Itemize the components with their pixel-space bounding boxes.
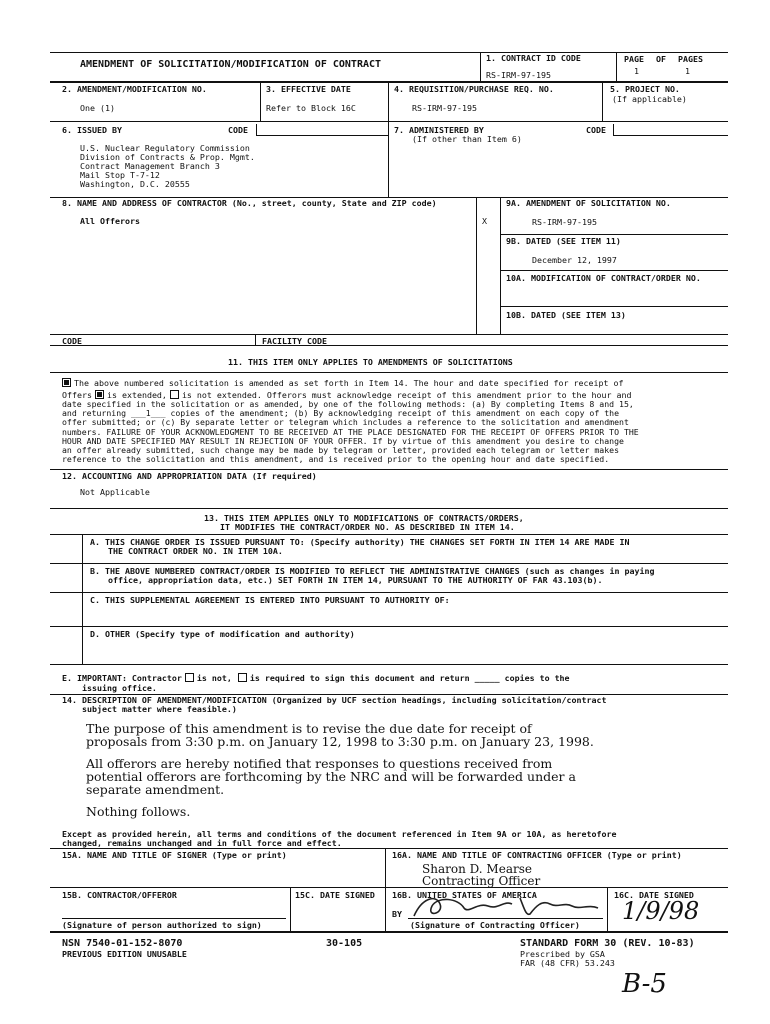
block8-label: 8. NAME AND ADDRESS OF CONTRACTOR (No., street, county, State and ZIP code) (62, 198, 437, 208)
block2-value: One (1) (80, 103, 115, 113)
block13-heading-1: 13. THIS ITEM APPLIES ONLY TO MODIFICATIONS OF CONTRACTS/ORDERS, (204, 513, 524, 523)
block7-label: 7. ADMINISTERED BY (394, 125, 484, 135)
block11-heading: 11. THIS ITEM ONLY APPLIES TO AMENDMENTS OF SOLICITATIONS (228, 357, 513, 367)
footer-sf: STANDARD FORM 30 (REV. 10-83) (520, 938, 695, 949)
offers-not-extended-checkbox[interactable] (170, 390, 179, 399)
form-title: AMENDMENT OF SOLICITATION/MODIFICATION OF CONTRACT (80, 59, 382, 70)
contract-id-label: 1. CONTRACT ID CODE (486, 53, 581, 63)
block9b-label: 9B. DATED (SEE ITEM 11) (506, 236, 621, 246)
block8-facility-label: FACILITY CODE (262, 336, 327, 346)
pages-label: PAGES (678, 54, 703, 64)
block7-code-label: CODE (586, 125, 606, 135)
block13-heading-2: IT MODIFIES THE CONTRACT/ORDER NO. AS DESCRIBED IN ITEM 14. (220, 522, 515, 532)
block-e-issuing: issuing office. (82, 683, 157, 693)
block13-a-1: A. THIS CHANGE ORDER IS ISSUED PURSUANT TO: (Specify authority) THE CHANGES SET FORTH IN ITEM 14 ARE MADE IN (90, 537, 630, 547)
date-signed-value: 1/9/98 (622, 897, 700, 925)
of-label: OF (656, 54, 666, 64)
description-para-2-line-2: potential offerors are forthcoming by the NRC and will be forwarded under a (86, 769, 576, 784)
block9a-mark: X (482, 216, 487, 226)
page-value: 1 (634, 66, 639, 76)
issued-by-line-2: Division of Contracts & Prop. Mgmt. (80, 152, 255, 162)
contract-id-value: RS-IRM-97-195 (486, 70, 551, 80)
footer-prev: PREVIOUS EDITION UNUSABLE (62, 949, 187, 959)
block8-code-label: CODE (62, 336, 82, 346)
contracting-officer-signature (408, 892, 608, 920)
block6-code-label: CODE (228, 125, 248, 135)
block14-label-1: 14. DESCRIPTION OF AMENDMENT/MODIFICATION (Organized by UCF section headings, including solicitation/contract (62, 695, 607, 705)
block13-b-2: office, appropriation data, etc.) SET FORTH IN ITEM 14, PURSUANT TO THE AUTHORITY OF FAR 43.103(b). (108, 575, 603, 585)
issued-by-line-1: U.S. Nuclear Regulatory Commission (80, 143, 250, 153)
block12-value: Not Applicable (80, 487, 150, 497)
handwritten-page-mark: B-5 (622, 969, 667, 999)
issued-by-line-4: Mail Stop T-7-12 (80, 170, 160, 180)
closing-line-2: changed, remains unchanged and in full force and effect. (62, 838, 342, 848)
contractor-required-checkbox[interactable] (238, 673, 247, 682)
block11-line-1: The above numbered solicitation is amended as set forth in Item 14. The hour and date specified for receipt of (62, 378, 623, 388)
issued-by-line-3: Contract Management Branch 3 (80, 161, 220, 171)
block13-d: D. OTHER (Specify type of modification and authority) (90, 629, 355, 639)
block16a-label: 16A. NAME AND TITLE OF CONTRACTING OFFICER (Type or print) (392, 850, 682, 860)
block14-label-2: subject matter where feasible.) (82, 704, 237, 714)
description-para-1-line-2: proposals from 3:30 p.m. on January 12, 1998 to 3:30 p.m. on January 23, 1998. (86, 734, 594, 749)
block13-c: C. THIS SUPPLEMENTAL AGREEMENT IS ENTERED INTO PURSUANT TO AUTHORITY OF: (90, 595, 450, 605)
page-label: PAGE (624, 54, 644, 64)
block2-label: 2. AMENDMENT/MODIFICATION NO. (62, 84, 207, 94)
block4-label: 4. REQUISITION/PURCHASE REQ. NO. (394, 84, 554, 94)
footer-far: FAR (48 CFR) 53.243 (520, 958, 615, 968)
offers-extended-checkbox[interactable] (95, 390, 104, 399)
block9a-value: RS-IRM-97-195 (532, 217, 597, 227)
block6-label: 6. ISSUED BY (62, 125, 122, 135)
description-para-2-line-1: All offerors are hereby notified that responses to questions received from (86, 756, 553, 771)
issued-by-line-5: Washington, D.C. 20555 (80, 179, 190, 189)
block11-body: date specified in the solicitation or as amended, by one of the following methods: (a) By completing Items 8 and 15, and returning ___1___ copies of the amendment; (b) By acknowledging receipt of this amendment on each copy of the offer submitted; or (c) By separate letter or telegram which includes a reference to the solicitation and amendment numbers. FAILURE OF YOUR ACKNOWLEDGMENT TO BE RECEIVED AT THE PLACE DESIGNATED FOR THE RECEIPT OF OFFERS PRIOR TO THE HOUR AND DATE SPECIFIED MAY RESULT IN REJECTION OF YOUR OFFER. If by virtue of this amendment you desire to change an offer already submitted, such change may be made by telegram or letter, provided each telegram or letter makes reference to the solicitation and this amendment, and is received prior to the opening hour and date specified. (62, 399, 639, 465)
block10b-label: 10B. DATED (SEE ITEM 13) (506, 310, 626, 320)
description-para-3: Nothing follows. (86, 804, 191, 819)
contracting-officer-title: Contracting Officer (422, 874, 541, 888)
block11-line-2: Offers is extended, is not extended. Offerors must acknowledge receipt of this amendment prior to the hour and (62, 390, 632, 400)
block15a-label: 15A. NAME AND TITLE OF SIGNER (Type or print) (62, 850, 287, 860)
description-para-2-line-3: separate amendment. (86, 782, 225, 797)
block10a-label: 10A. MODIFICATION OF CONTRACT/ORDER NO. (506, 273, 701, 283)
block13-b-1: B. THE ABOVE NUMBERED CONTRACT/ORDER IS MODIFIED TO REFLECT THE ADMINISTRATIVE CHANGES (such as changes in paying (90, 566, 655, 576)
closing-line-1: Except as provided herein, all terms and conditions of the document referenced in Item 9A or 10A, as heretofore (62, 829, 617, 839)
block9a-label: 9A. AMENDMENT OF SOLICITATION NO. (506, 198, 671, 208)
block16b-by: BY (392, 909, 402, 919)
block15b-label: 15B. CONTRACTOR/OFFEROR (62, 890, 177, 900)
block5-label: 5. PROJECT NO. (610, 84, 680, 94)
block16c-label: 16C. DATE SIGNED (614, 890, 694, 900)
block15c-label: 15C. DATE SIGNED (295, 890, 375, 900)
block8-value: All Offerors (80, 216, 140, 226)
block3-value: Refer to Block 16C (266, 103, 356, 113)
footer-num: 30-105 (326, 938, 363, 949)
block16b-label: 16B. UNITED STATES OF AMERICA (392, 890, 537, 900)
block7-sub: (If other than Item 6) (412, 134, 522, 144)
block15b-sig-label: (Signature of person authorized to sign) (62, 920, 262, 930)
block9b-value: December 12, 1997 (532, 255, 617, 265)
block5-sub: (If applicable) (612, 94, 687, 104)
contractor-not-required-checkbox[interactable] (185, 673, 194, 682)
block13-a-2: THE CONTRACT ORDER NO. IN ITEM 10A. (108, 546, 283, 556)
block12-label: 12. ACCOUNTING AND APPROPRIATION DATA (If required) (62, 471, 317, 481)
description-para-1-line-1: The purpose of this amendment is to revise the due date for receipt of (86, 721, 532, 736)
block16b-sig-label: (Signature of Contracting Officer) (410, 920, 580, 930)
footer-gsa: Prescribed by GSA (520, 949, 605, 959)
block4-value: RS-IRM-97-195 (412, 103, 477, 113)
pages-value: 1 (685, 66, 690, 76)
block-e-line: E. IMPORTANT: Contractor is not, is required to sign this document and return _____ copies to the (62, 673, 570, 683)
block3-label: 3. EFFECTIVE DATE (266, 84, 351, 94)
footer-nsn: NSN 7540-01-152-8070 (62, 938, 183, 949)
contracting-officer-name: Sharon D. Mearse (422, 862, 532, 876)
extended-amendment-checkbox[interactable] (62, 378, 71, 387)
